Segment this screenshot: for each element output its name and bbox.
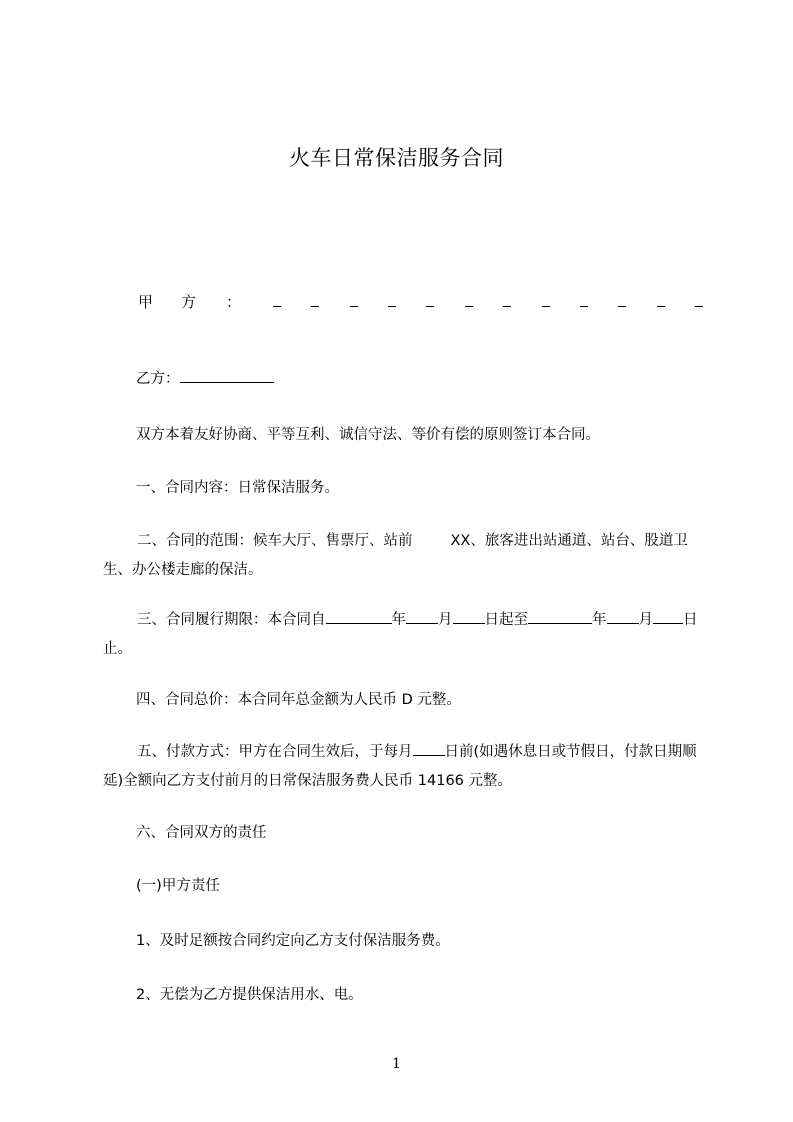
party-b-label: 乙方： (136, 371, 180, 387)
section-3-text-g: 日止。 (103, 612, 698, 657)
party-b-blank (180, 368, 274, 383)
section-2-part2: XX、旅客进出站通道、站台、股道卫生、办公楼走廊的保洁。 (103, 533, 688, 578)
blank-end-month (607, 609, 639, 624)
section-3 (103, 606, 709, 664)
blank-start-year (326, 609, 392, 624)
section-4: 四、合同总价：本合同年总金额为人民币 D 元整。 (136, 692, 461, 708)
section-3-text-a: 三、合同履行期限：本合同自 (137, 612, 326, 628)
section-3-text-e: 年 (592, 612, 607, 628)
party-a-colon: ： (226, 293, 242, 311)
section-5 (103, 738, 709, 796)
party-a-blank (273, 294, 703, 307)
blank-start-day (453, 609, 485, 624)
section-3-text-c: 月 (438, 612, 453, 628)
party-a-line (138, 291, 703, 312)
blank-start-month (406, 609, 438, 624)
section-3-text-d: 日起至 (484, 612, 528, 628)
section-6-item-2: 2、无偿为乙方提供保洁用水、电。 (136, 987, 363, 1003)
party-b-line (136, 365, 706, 394)
section-5-text-a: 五、付款方式：甲方在合同生效后，于每月 (137, 744, 413, 760)
blank-end-day (653, 609, 683, 624)
section-6-sub-1: (一)甲方责任 (136, 878, 220, 894)
blank-end-year (528, 609, 592, 624)
preamble: 双方本着友好协商、平等互利、诚信守法、等价有偿的原则签订本合同。 (136, 427, 600, 443)
page-number: 1 (392, 1056, 401, 1072)
section-6-item-1: 1、及时足额按合同约定向乙方支付保洁服务费。 (136, 933, 450, 949)
section-3-text-f: 月 (638, 612, 653, 628)
document-title: 火车日常保洁服务合同 (289, 146, 504, 170)
party-a-label: 甲方 (138, 293, 225, 311)
section-2-part1: 二、合同的范围：候车大厅、售票厅、站前 (137, 533, 413, 549)
section-1: 一、合同内容：日常保洁服务。 (136, 480, 339, 496)
section-3-text-b: 年 (391, 612, 406, 628)
section-5-text-b: 日前(如遇休息日或节假日，付款日期顺延)全额向乙方支付前月的日常保洁服务费人民币 14166 元整。 (103, 744, 697, 789)
section-2 (103, 527, 709, 585)
blank-payment-day (413, 741, 445, 756)
section-6: 六、合同双方的责任 (136, 825, 267, 841)
